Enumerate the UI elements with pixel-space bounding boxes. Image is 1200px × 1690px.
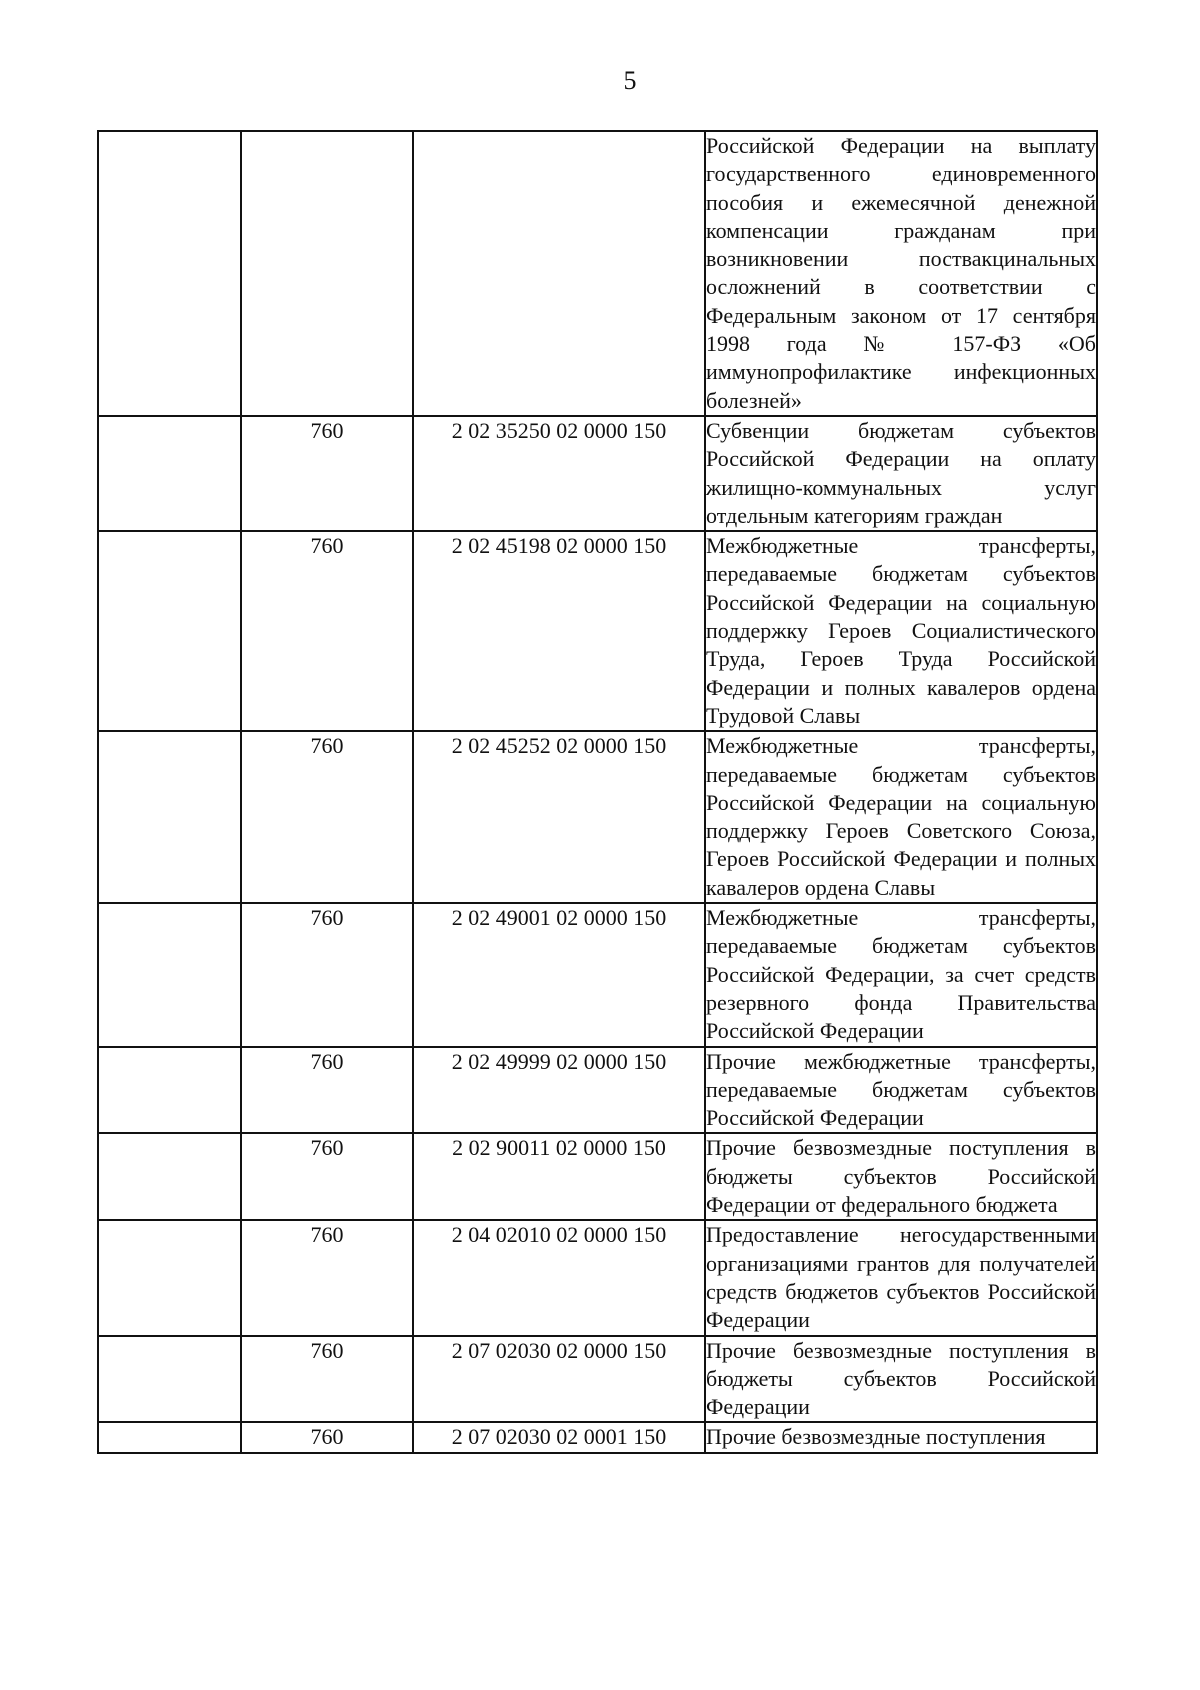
table-row <box>98 531 1097 731</box>
admin-code-cell: 760 <box>241 903 413 1046</box>
table-row <box>98 1133 1097 1220</box>
budget-code-cell: 2 02 90011 02 0000 150 <box>413 1133 705 1220</box>
admin-code-cell: 760 <box>241 1220 413 1335</box>
budget-code-cell: 2 07 02030 02 0001 150 <box>413 1422 705 1452</box>
admin-code-cell: 760 <box>241 731 413 903</box>
table-cell-empty <box>98 131 241 416</box>
table-row <box>98 416 1097 531</box>
table-cell-empty <box>98 1133 241 1220</box>
table-row <box>98 131 1097 416</box>
description-cell: Прочие безвозмездные поступления в бюджеты субъектов Российской Федерации <box>705 1336 1097 1423</box>
table-cell-empty <box>98 1422 241 1452</box>
table-row <box>98 1422 1097 1452</box>
table-cell-empty <box>98 531 241 731</box>
page-number: 5 <box>623 66 637 95</box>
budget-code-cell: 2 07 02030 02 0000 150 <box>413 1336 705 1423</box>
admin-code-cell: 760 <box>241 416 413 531</box>
table-row <box>98 1336 1097 1423</box>
admin-code-cell: 760 <box>241 1133 413 1220</box>
admin-code-cell: 760 <box>241 1422 413 1452</box>
budget-code-cell: 2 02 49999 02 0000 150 <box>413 1047 705 1134</box>
description-cell: Субвенции бюджетам субъектов Российской Федерации на оплату жилищно-коммунальных услуг отдельным категориям граждан <box>705 416 1097 531</box>
description-cell: Прочие межбюджетные трансферты, передаваемые бюджетам субъектов Российской Федерации <box>705 1047 1097 1134</box>
budget-code-cell: 2 02 35250 02 0000 150 <box>413 416 705 531</box>
table-row <box>98 731 1097 903</box>
budget-code-cell <box>413 131 705 416</box>
admin-code-cell: 760 <box>241 1336 413 1423</box>
table-row <box>98 903 1097 1046</box>
table-cell-empty <box>98 1047 241 1134</box>
budget-codes-table <box>97 130 1098 1454</box>
budget-code-cell: 2 02 45198 02 0000 150 <box>413 531 705 731</box>
admin-code-cell <box>241 131 413 416</box>
table-cell-empty <box>98 1220 241 1335</box>
table-row <box>98 1047 1097 1134</box>
admin-code-cell: 760 <box>241 1047 413 1134</box>
description-cell: Межбюджетные трансферты, передаваемые бюджетам субъектов Российской Федерации на социальную поддержку Героев Социалистического Труда, Героев Труда Российской Федерации и полных кавалеров ордена Трудовой Славы <box>705 531 1097 731</box>
table-cell-empty <box>98 1336 241 1423</box>
budget-code-cell: 2 04 02010 02 0000 150 <box>413 1220 705 1335</box>
description-cell: Межбюджетные трансферты, передаваемые бюджетам субъектов Российской Федерации, за счет средств резервного фонда Правительства Российской Федерации <box>705 903 1097 1046</box>
budget-code-cell: 2 02 45252 02 0000 150 <box>413 731 705 903</box>
admin-code-cell: 760 <box>241 531 413 731</box>
description-cell: Прочие безвозмездные поступления <box>705 1422 1097 1452</box>
description-cell: Российской Федерации на выплату государственного единовременного пособия и ежемесячной денежной компенсации гражданам при возникновении поствакцинальных осложнений в соответствии с Федеральным законом от 17 сентября 1998 года № 157-ФЗ «Об иммунопрофилактике инфекционных болезней» <box>705 131 1097 416</box>
budget-code-cell: 2 02 49001 02 0000 150 <box>413 903 705 1046</box>
table-row <box>98 1220 1097 1335</box>
table-cell-empty <box>98 903 241 1046</box>
description-cell: Предоставление негосударственными организациями грантов для получателей средств бюджетов субъектов Российской Федерации <box>705 1220 1097 1335</box>
description-cell: Межбюджетные трансферты, передаваемые бюджетам субъектов Российской Федерации на социальную поддержку Героев Советского Союза, Героев Российской Федерации и полных кавалеров ордена Славы <box>705 731 1097 903</box>
description-cell: Прочие безвозмездные поступления в бюджеты субъектов Российской Федерации от федерального бюджета <box>705 1133 1097 1220</box>
table-cell-empty <box>98 731 241 903</box>
table-cell-empty <box>98 416 241 531</box>
